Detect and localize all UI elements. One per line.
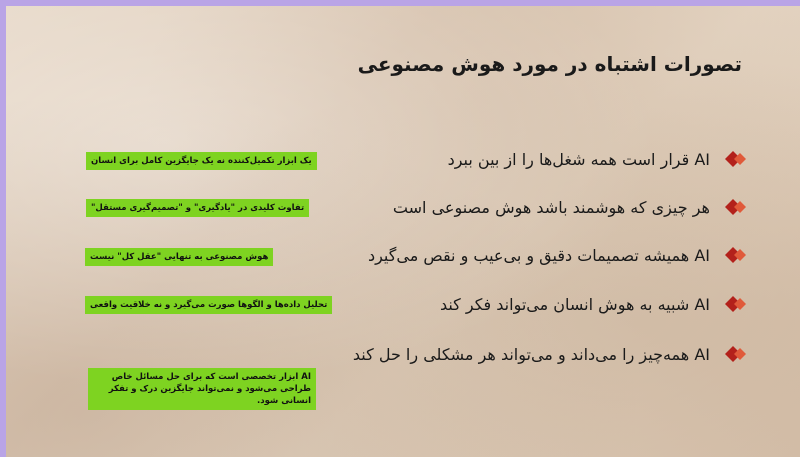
correction-note: تحلیل داده‌ها و الگوها صورت می‌گیرد و نه خلاقیت واقعی	[85, 296, 332, 314]
double-diamond-bullet-icon	[720, 150, 746, 168]
correction-note: AI ابزار تخصصی است که برای حل مسائل خاص طراحی می‌شود و نمی‌تواند جایگزین درک و تفکر انسانی شود.	[88, 368, 316, 410]
double-diamond-bullet-icon	[720, 345, 746, 363]
misconception-statement: AI شبیه به هوش انسان می‌تواند فکر کند	[439, 294, 710, 314]
correction-note: یک ابزار تکمیل‌کننده نه یک جایگزین کامل برای انسان	[86, 152, 317, 170]
list-item	[393, 192, 746, 222]
misconception-statement: AI همه‌چیز را می‌داند و می‌تواند هر مشکلی را حل کند	[352, 344, 710, 364]
list-item	[448, 144, 746, 174]
double-diamond-bullet-icon	[720, 198, 746, 216]
list-item	[368, 240, 746, 270]
misconception-statement: هر چیزی که هوشمند باشد هوش مصنوعی است	[392, 197, 710, 217]
double-diamond-bullet-icon	[720, 246, 746, 264]
slide-title: تصورات اشتباه در مورد هوش مصنوعی	[357, 52, 742, 76]
correction-note: هوش مصنوعی به تنهایی "عقل کل" نیست	[85, 248, 273, 266]
list-item	[440, 289, 746, 319]
double-diamond-bullet-icon	[720, 295, 746, 313]
misconception-statement: AI همیشه تصمیمات دقیق و بی‌عیب و نقص می‌گیرد	[367, 245, 710, 265]
slide	[6, 6, 800, 457]
correction-note: تفاوت کلیدی در "یادگیری" و "تصمیم‌گیری مستقل"	[86, 199, 309, 217]
misconception-statement: AI قرار است همه شغل‌ها را از بین ببرد	[447, 149, 710, 169]
list-item	[353, 339, 746, 369]
